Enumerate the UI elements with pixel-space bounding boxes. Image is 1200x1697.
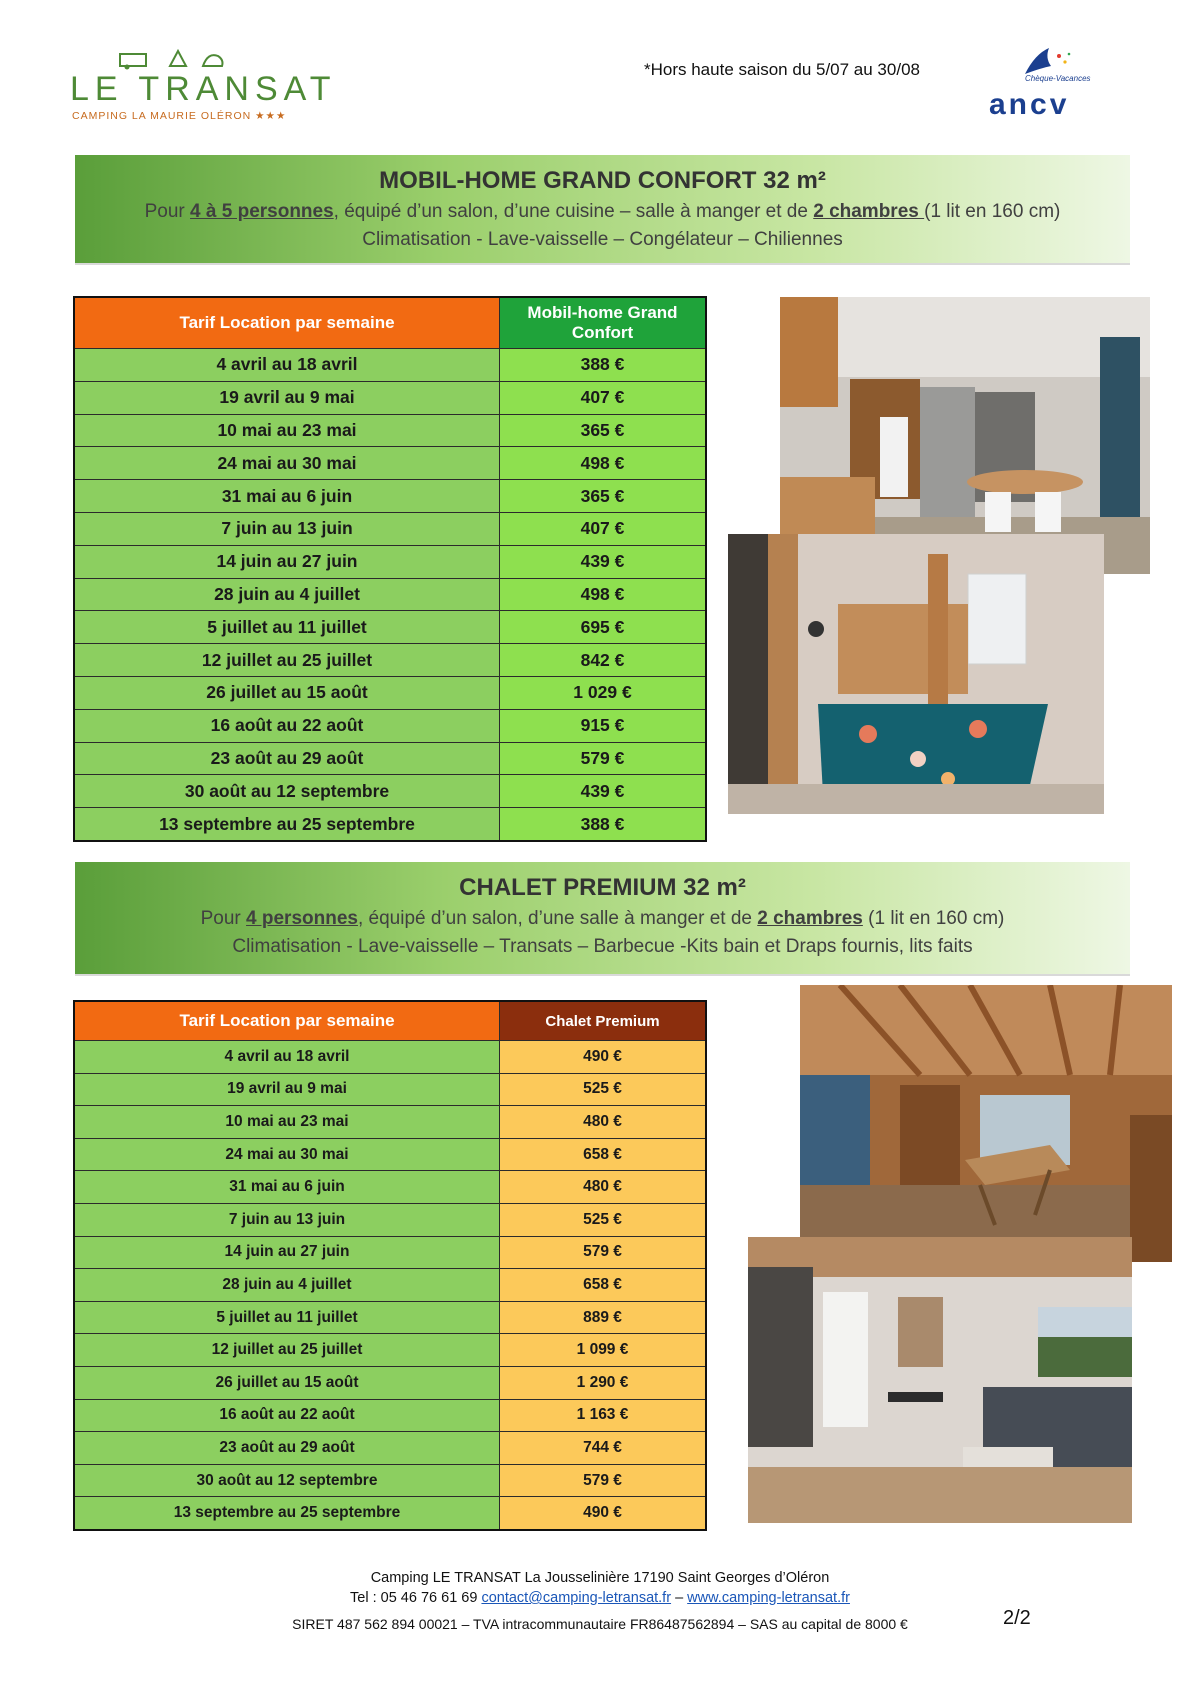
ancv-cheque-label: Chèque-Vacances (1025, 74, 1091, 83)
table-row (74, 1366, 706, 1399)
ancv-text: ancv (989, 88, 1070, 121)
period-cell: 16 août au 22 août (74, 1399, 500, 1432)
mobilhome-description: Pour 4 à 5 personnes, équipé d’un salon, d’une cuisine – salle à manger et de 2 chambres (1 lit en 160 cm) (144, 201, 1061, 222)
period-cell: 31 mai au 6 juin (74, 1171, 500, 1204)
logo-subtitle: CAMPING LA MAURIE OLÉRON ★★★ (72, 110, 287, 122)
price-cell: 658 € (500, 1269, 707, 1302)
price-cell: 579 € (500, 1464, 707, 1497)
table-row (74, 1171, 706, 1204)
chalet-living-room-photo (748, 1237, 1132, 1523)
logo-title: LE TRANSAT (70, 70, 337, 108)
price-cell: 525 € (500, 1073, 707, 1106)
price-cell: 1 099 € (500, 1334, 707, 1367)
period-cell: 30 août au 12 septembre (74, 1464, 500, 1497)
period-cell: 23 août au 29 août (74, 1432, 500, 1465)
table-row (74, 1041, 706, 1074)
table-row (74, 1464, 706, 1497)
price-cell: 842 € (500, 644, 707, 677)
table-row (74, 808, 706, 841)
mobilhome-kitchen-photo (780, 297, 1150, 574)
price-cell: 490 € (500, 1497, 707, 1530)
table-row (74, 1497, 706, 1530)
period-cell: 31 mai au 6 juin (74, 480, 500, 513)
table-row (74, 1432, 706, 1465)
header-period: Tarif Location par semaine (74, 1001, 500, 1041)
footer-tel: Tel : 05 46 76 61 69 (350, 1590, 482, 1606)
price-cell: 498 € (500, 578, 707, 611)
chalet-terrace-photo (800, 985, 1172, 1262)
period-cell: 24 mai au 30 mai (74, 447, 500, 480)
period-cell: 7 juin au 13 juin (74, 1203, 500, 1236)
table-row (74, 512, 706, 545)
footer-address: Camping LE TRANSAT La Jousselinière 17190 Saint Georges d’Oléron (370, 1570, 830, 1586)
price-cell: 579 € (500, 742, 707, 775)
table-header-row (74, 297, 706, 349)
table-row (74, 1138, 706, 1171)
page-number: 2/2 (1003, 1607, 1031, 1629)
table-row (74, 1203, 706, 1236)
table-row (74, 644, 706, 677)
price-cell: 365 € (500, 414, 707, 447)
period-cell: 13 septembre au 25 septembre (74, 1497, 500, 1530)
period-cell: 16 août au 22 août (74, 709, 500, 742)
table-header-row (74, 1001, 706, 1041)
header-period: Tarif Location par semaine (74, 297, 500, 349)
price-cell: 498 € (500, 447, 707, 480)
price-cell: 695 € (500, 611, 707, 644)
table-row (74, 1269, 706, 1302)
period-cell: 12 juillet au 25 juillet (74, 1334, 500, 1367)
logo-stars: ★★★ (255, 110, 287, 122)
price-cell: 388 € (500, 349, 707, 382)
price-cell: 658 € (500, 1138, 707, 1171)
period-cell: 14 juin au 27 juin (74, 545, 500, 578)
chalet-amenities: Climatisation - Lave-vaisselle – Transats – Barbecue -Kits bain et Draps fournis, lits faits (232, 936, 973, 957)
mobilhome-bedroom-photo (728, 534, 1104, 814)
price-cell: 1 029 € (500, 676, 707, 709)
period-cell: 28 juin au 4 juillet (74, 578, 500, 611)
chalet-title: CHALET PREMIUM 32 m² (459, 874, 746, 901)
period-cell: 13 septembre au 25 septembre (74, 808, 500, 841)
price-cell: 579 € (500, 1236, 707, 1269)
period-cell: 7 juin au 13 juin (74, 512, 500, 545)
table-row (74, 709, 706, 742)
price-cell: 388 € (500, 808, 707, 841)
mobilhome-title: MOBIL-HOME GRAND CONFORT 32 m² (379, 167, 826, 194)
table-row (74, 578, 706, 611)
price-cell: 525 € (500, 1203, 707, 1236)
header-mobilhome: Mobil-home Grand Confort (500, 297, 707, 349)
table-row (74, 611, 706, 644)
footer-website-link[interactable]: www.camping-letransat.fr (687, 1590, 850, 1606)
price-cell: 480 € (500, 1106, 707, 1139)
price-cell: 480 € (500, 1171, 707, 1204)
season-note: *Hors haute saison du 5/07 au 30/08 (644, 60, 920, 79)
chalet-description: Pour 4 personnes, équipé d’un salon, d’une salle à manger et de 2 chambres (1 lit en 160 cm) (200, 908, 1005, 929)
mobilhome-price-table (73, 296, 707, 842)
price-cell: 490 € (500, 1041, 707, 1074)
price-cell: 439 € (500, 775, 707, 808)
mobilhome-amenities: Climatisation - Lave-vaisselle – Congélateur – Chiliennes (362, 229, 843, 250)
price-cell: 407 € (500, 381, 707, 414)
period-cell: 28 juin au 4 juillet (74, 1269, 500, 1302)
table-row (74, 381, 706, 414)
table-row (74, 676, 706, 709)
table-row (74, 1236, 706, 1269)
table-row (74, 775, 706, 808)
period-cell: 4 avril au 18 avril (74, 349, 500, 382)
mobilhome-banner (75, 155, 1130, 265)
price-cell: 407 € (500, 512, 707, 545)
footer-email-link[interactable]: contact@camping-letransat.fr (481, 1590, 672, 1606)
price-cell: 889 € (500, 1301, 707, 1334)
period-cell: 12 juillet au 25 juillet (74, 644, 500, 677)
price-cell: 1 290 € (500, 1366, 707, 1399)
period-cell: 24 mai au 30 mai (74, 1138, 500, 1171)
chalet-price-table (73, 1000, 707, 1531)
table-row (74, 1106, 706, 1139)
table-row (74, 349, 706, 382)
table-row (74, 1399, 706, 1432)
period-cell: 10 mai au 23 mai (74, 414, 500, 447)
price-cell: 365 € (500, 480, 707, 513)
period-cell: 19 avril au 9 mai (74, 1073, 500, 1106)
period-cell: 26 juillet au 15 août (74, 1366, 500, 1399)
chalet-banner (75, 862, 1130, 976)
footer-contact: Tel : 05 46 76 61 69 contact@camping-letransat.fr – www.camping-letransat.fr (350, 1590, 850, 1606)
price-cell: 1 163 € (500, 1399, 707, 1432)
period-cell: 5 juillet au 11 juillet (74, 611, 500, 644)
header-chalet: Chalet Premium (500, 1001, 707, 1041)
price-cell: 915 € (500, 709, 707, 742)
table-row (74, 447, 706, 480)
camping-icons (118, 48, 228, 70)
price-cell: 744 € (500, 1432, 707, 1465)
table-row (74, 545, 706, 578)
period-cell: 14 juin au 27 juin (74, 1236, 500, 1269)
period-cell: 10 mai au 23 mai (74, 1106, 500, 1139)
footer-legal: SIRET 487 562 894 00021 – TVA intracommunautaire FR86487562894 – SAS au capital de 8000 € (292, 1616, 908, 1632)
price-cell: 439 € (500, 545, 707, 578)
table-row (74, 1073, 706, 1106)
table-row (74, 1334, 706, 1367)
period-cell: 4 avril au 18 avril (74, 1041, 500, 1074)
period-cell: 23 août au 29 août (74, 742, 500, 775)
period-cell: 5 juillet au 11 juillet (74, 1301, 500, 1334)
camping-logo (70, 48, 337, 128)
period-cell: 19 avril au 9 mai (74, 381, 500, 414)
ancv-logo (985, 44, 1105, 124)
table-row (74, 414, 706, 447)
table-row (74, 480, 706, 513)
table-row (74, 742, 706, 775)
period-cell: 30 août au 12 septembre (74, 775, 500, 808)
period-cell: 26 juillet au 15 août (74, 676, 500, 709)
table-row (74, 1301, 706, 1334)
